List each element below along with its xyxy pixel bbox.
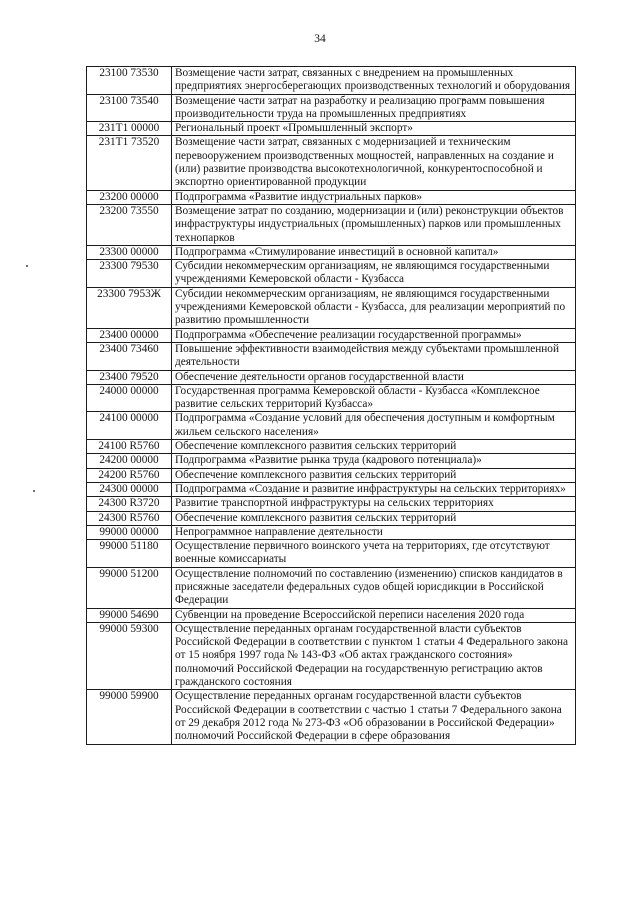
- target-article-code: 24100 00000: [87, 412, 172, 440]
- expense-description: Подпрограмма «Развитие рынка труда (кадрового потенциала)»: [172, 454, 576, 468]
- target-article-code: 23400 00000: [87, 328, 172, 342]
- expense-description: Осуществление полномочий по составлению (изменению) списков кандидатов в присяжные заседатели федеральных судов общей юрисдикции в Российской Федерации: [172, 567, 576, 608]
- target-article-code: 24300 R5760: [87, 511, 172, 525]
- table-row: [87, 468, 576, 482]
- table-row: [87, 136, 576, 190]
- expense-description: Возмещение части затрат, связанных с внедрением на промышленных предприятиях энергосберегающих производственных технологий и оборудования: [172, 67, 576, 95]
- expense-description: Подпрограмма «Обеспечение реализации государственной программы»: [172, 328, 576, 342]
- expense-description: Обеспечение деятельности органов государственной власти: [172, 370, 576, 384]
- expense-description: Подпрограмма «Создание условий для обеспечения доступным и комфортным жильем сельского населения»: [172, 412, 576, 440]
- target-article-code: 99000 59900: [87, 690, 172, 744]
- table-row: [87, 190, 576, 204]
- table-body: [87, 67, 576, 745]
- table-row: [87, 440, 576, 454]
- expense-description: Подпрограмма «Стимулирование инвестиций в основной капитал»: [172, 245, 576, 259]
- target-article-code: 23200 73550: [87, 204, 172, 245]
- expense-description: Государственная программа Кемеровской области - Кузбасса «Комплексное развитие сельских территорий Кузбасса»: [172, 384, 576, 412]
- expense-description: Региональный проект «Промышленный экспорт»: [172, 122, 576, 136]
- target-article-code: 24200 00000: [87, 454, 172, 468]
- budget-classification-table: [86, 66, 576, 745]
- table-row: [87, 342, 576, 370]
- table-row: [87, 260, 576, 288]
- expense-description: Субсидии некоммерческим организациям, не являющимся государственными учреждениями Кемеровской области - Кузбасса, для реализации мероприятий по развитию промышленности: [172, 287, 576, 328]
- expense-description: Возмещение затрат по созданию, модернизации и (или) реконструкции объектов инфраструктуры индустриальных (промышленных) парков или промышленных технопарков: [172, 204, 576, 245]
- table-row: [87, 287, 576, 328]
- table-row: [87, 622, 576, 689]
- expense-description: Осуществление первичного воинского учета на территориях, где отсутствуют военные комиссариаты: [172, 540, 576, 568]
- table-row: [87, 94, 576, 122]
- target-article-code: 99000 51180: [87, 540, 172, 568]
- expense-description: Субсидии некоммерческим организациям, не являющимся государственными учреждениями Кемеровской области - Кузбасса: [172, 260, 576, 288]
- expense-description: Непрограммное направление деятельности: [172, 525, 576, 539]
- table-row: [87, 67, 576, 95]
- target-article-code: 24100 R5760: [87, 440, 172, 454]
- target-article-code: 24200 R5760: [87, 468, 172, 482]
- table-row: [87, 525, 576, 539]
- target-article-code: 23200 00000: [87, 190, 172, 204]
- expense-description: Осуществление переданных органам государственной власти субъектов Российской Федерации в соответствии с пунктом 1 статьи 4 Федерального закона от 15 ноября 1997 года № 143-ФЗ «Об актах гражданского состояния» полномочий Российской Федерации на государственную регистрацию актов гражданского состояния: [172, 622, 576, 689]
- expense-description: Обеспечение комплексного развития сельских территорий: [172, 440, 576, 454]
- scan-speck: [26, 265, 28, 267]
- target-article-code: 24000 00000: [87, 384, 172, 412]
- table-row: [87, 370, 576, 384]
- expense-description: Субвенции на проведение Всероссийской переписи населения 2020 года: [172, 608, 576, 622]
- expense-description: Подпрограмма «Создание и развитие инфраструктуры на сельских территориях»: [172, 482, 576, 496]
- target-article-code: 231T1 00000: [87, 122, 172, 136]
- target-article-code: 23400 73460: [87, 342, 172, 370]
- page-number: 34: [314, 33, 326, 45]
- target-article-code: 99000 51200: [87, 567, 172, 608]
- table-row: [87, 497, 576, 511]
- target-article-code: 99000 00000: [87, 525, 172, 539]
- table-row: [87, 204, 576, 245]
- expense-description: Развитие транспортной инфраструктуры на сельских территориях: [172, 497, 576, 511]
- target-article-code: 23100 73540: [87, 94, 172, 122]
- scan-speck: [33, 490, 35, 492]
- table-row: [87, 482, 576, 496]
- target-article-code: 23300 7953Ж: [87, 287, 172, 328]
- table-row: [87, 608, 576, 622]
- expense-description: Возмещение части затрат на разработку и реализацию программ повышения производительности труда на промышленных предприятиях: [172, 94, 576, 122]
- table-row: [87, 122, 576, 136]
- target-article-code: 24300 00000: [87, 482, 172, 496]
- expense-description: Подпрограмма «Развитие индустриальных парков»: [172, 190, 576, 204]
- table-row: [87, 245, 576, 259]
- target-article-code: 23300 79530: [87, 260, 172, 288]
- expense-description: Повышение эффективности взаимодействия между субъектами промышленной деятельности: [172, 342, 576, 370]
- target-article-code: 99000 59300: [87, 622, 172, 689]
- expense-description: Обеспечение комплексного развития сельских территорий: [172, 511, 576, 525]
- table-row: [87, 412, 576, 440]
- target-article-code: 231T1 73520: [87, 136, 172, 190]
- expense-description: Обеспечение комплексного развития сельских территорий: [172, 468, 576, 482]
- target-article-code: 23300 00000: [87, 245, 172, 259]
- target-article-code: 24300 R3720: [87, 497, 172, 511]
- table-row: [87, 328, 576, 342]
- table-row: [87, 540, 576, 568]
- table-row: [87, 690, 576, 744]
- table-row: [87, 384, 576, 412]
- table-row: [87, 567, 576, 608]
- expense-description: Осуществление переданных органам государственной власти субъектов Российской Федерации в соответствии с частью 1 статьи 7 Федерального закона от 29 декабря 2012 года № 273-ФЗ «Об образовании в Российской Федерации» полномочий Российской Федерации в сфере образования: [172, 690, 576, 744]
- target-article-code: 23400 79520: [87, 370, 172, 384]
- target-article-code: 99000 54690: [87, 608, 172, 622]
- target-article-code: 23100 73530: [87, 67, 172, 95]
- table-row: [87, 511, 576, 525]
- expense-description: Возмещение части затрат, связанных с модернизацией и техническим перевооружением производственных мощностей, направленных на создание и (или) развитие производства высокотехнологичной, конкурентоспособной и экспортно ориентированной продукции: [172, 136, 576, 190]
- table-row: [87, 454, 576, 468]
